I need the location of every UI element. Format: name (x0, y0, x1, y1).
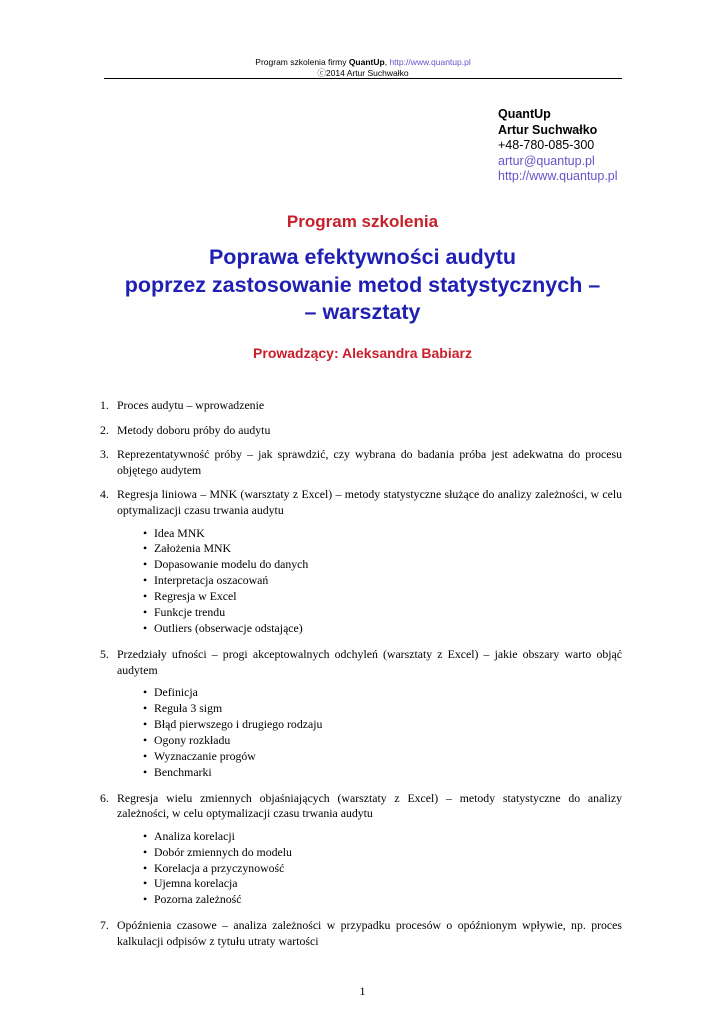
subitem-text: Interpretacja oszacowań (154, 573, 269, 588)
program-item (100, 918, 622, 949)
program-item (100, 447, 622, 478)
bullet-icon: • (143, 685, 148, 700)
bullet-icon: • (143, 876, 148, 891)
subitem-text: Outliers (obserwacje odstające) (154, 621, 303, 635)
bullet-icon: • (143, 748, 148, 763)
header-brand: QuantUp (348, 57, 385, 67)
bullet-icon: • (143, 892, 148, 907)
bullet-icon: • (143, 573, 148, 588)
subitem-text: Regresja w Excel (154, 589, 237, 604)
item-text: Opóźnienia czasowe – analiza zależności w przypadku procesów o opóźnionym wpływie, np. proces kalkulacji odpisów z tytułu utraty wartości (117, 918, 622, 948)
subitem-list (117, 526, 622, 637)
subitem (143, 621, 622, 637)
contact-company: QuantUp (498, 107, 551, 121)
subitem-text: Dopasowanie modelu do danych (154, 557, 309, 572)
bullet-icon: • (143, 605, 148, 620)
item-text: Reprezentatywność próby – jak sprawdzić, czy wybrana do badania próba jest adekwatna do procesu objętego audytem (117, 447, 622, 477)
item-text: Proces audytu – wprowadzenie (117, 398, 265, 412)
contact-phone: +48-780-085-300 (498, 138, 595, 152)
subitem (143, 605, 622, 621)
item-number: 7. (100, 918, 109, 933)
bullet-icon: • (143, 621, 148, 635)
subitem-text: Korelacja a przyczynowość (154, 860, 285, 875)
subitem (143, 733, 622, 749)
header-url-link[interactable]: http://www.quantup.pl (389, 57, 471, 67)
item-number: 4. (100, 487, 109, 502)
subitem-text: Ogony rozkładu (154, 732, 231, 747)
subitem-text: Pozorna zależność (154, 892, 242, 907)
header-prefix: Program szkolenia firmy (255, 57, 349, 67)
bullet-icon: • (143, 828, 148, 843)
program-item (100, 398, 622, 414)
header-text (104, 57, 622, 79)
contact-block (498, 107, 618, 185)
subitem (143, 717, 622, 733)
bullet-icon: • (143, 557, 148, 572)
item-number: 1. (100, 398, 109, 412)
subitem (143, 765, 622, 781)
header-line-1 (104, 57, 622, 68)
header-separator: , (384, 57, 390, 67)
subitem-text: Benchmarki (154, 764, 212, 779)
program-item (100, 791, 622, 909)
item-number: 2. (100, 422, 109, 437)
bullet-icon: • (143, 716, 148, 731)
subitem-text: Błąd pierwszego i drugiego rodzaju (154, 716, 323, 731)
bullet-icon: • (143, 589, 148, 604)
title-line: Poprawa efektywności audytu (208, 245, 517, 269)
subitem-text: Reguła 3 sigm (154, 701, 223, 715)
subitem (143, 845, 622, 861)
subitem-text: Analiza korelacji (154, 828, 235, 843)
title-line: poprzez zastosowanie metod statystycznych – (124, 272, 601, 297)
subitem (143, 861, 622, 877)
document-kicker: Program szkolenia (286, 212, 439, 231)
subitem-text: Funkcje trendu (154, 605, 226, 620)
program-item (100, 423, 622, 439)
subitem (143, 573, 622, 589)
subitem (143, 749, 622, 765)
subitem-text: Definicja (154, 685, 198, 700)
subitem (143, 685, 622, 701)
subitem-text: Idea MNK (154, 525, 205, 540)
header-rule (104, 78, 622, 79)
contact-email-link[interactable]: artur@quantup.pl (498, 153, 595, 168)
subitem (143, 526, 622, 542)
subitem (143, 892, 622, 908)
item-number: 3. (100, 447, 109, 462)
item-text: Regresja wielu zmiennych objaśniających (warsztaty z Excel) – metody statystyczne do analizy zależności, w celu optymalizacji czasu trwania audytu (117, 790, 622, 821)
subitem (143, 876, 622, 892)
item-number: 6. (100, 790, 109, 805)
contact-person: Artur Suchwałko (498, 122, 598, 137)
bullet-icon: • (143, 764, 148, 779)
document-title (0, 244, 725, 327)
page-number: 1 (359, 984, 366, 998)
bullet-icon: • (143, 541, 148, 556)
subitem (143, 557, 622, 573)
subitem-text: Założenia MNK (154, 541, 231, 556)
subitem (143, 829, 622, 845)
bullet-icon: • (143, 701, 148, 715)
title-line: – warsztaty (304, 300, 421, 324)
contact-website-link[interactable]: http://www.quantup.pl (498, 169, 618, 183)
subitem-list (117, 685, 622, 780)
item-text: Przedziały ufności – progi akceptowalnych odchyleń (warsztaty z Excel) – jakie obszary warto objąć audytem (117, 646, 622, 677)
subitem (143, 701, 622, 717)
item-text: Metody doboru próby do audytu (117, 422, 271, 437)
lecturer-line: Prowadzący: Aleksandra Babiarz (253, 345, 472, 361)
subitem-text: Wyznaczanie progów (154, 748, 256, 763)
header-copyright: ⓒ2014 Artur Suchwałko (317, 68, 409, 78)
program-list (100, 398, 622, 958)
bullet-icon: • (143, 732, 148, 747)
bullet-icon: • (143, 860, 148, 875)
subitem (143, 541, 622, 557)
program-item (100, 487, 622, 637)
subitem-text: Ujemna korelacja (154, 876, 238, 891)
program-item (100, 647, 622, 781)
item-text: Regresja liniowa – MNK (warsztaty z Excel) – metody statystyczne służące do analizy zależności, w celu optymalizacji czasu trwania audytu (117, 487, 622, 517)
subitem-list (117, 829, 622, 909)
subitem-text: Dobór zmiennych do modelu (154, 844, 292, 859)
subitem (143, 589, 622, 605)
bullet-icon: • (143, 525, 148, 540)
item-number: 5. (100, 646, 109, 661)
bullet-icon: • (143, 844, 148, 859)
